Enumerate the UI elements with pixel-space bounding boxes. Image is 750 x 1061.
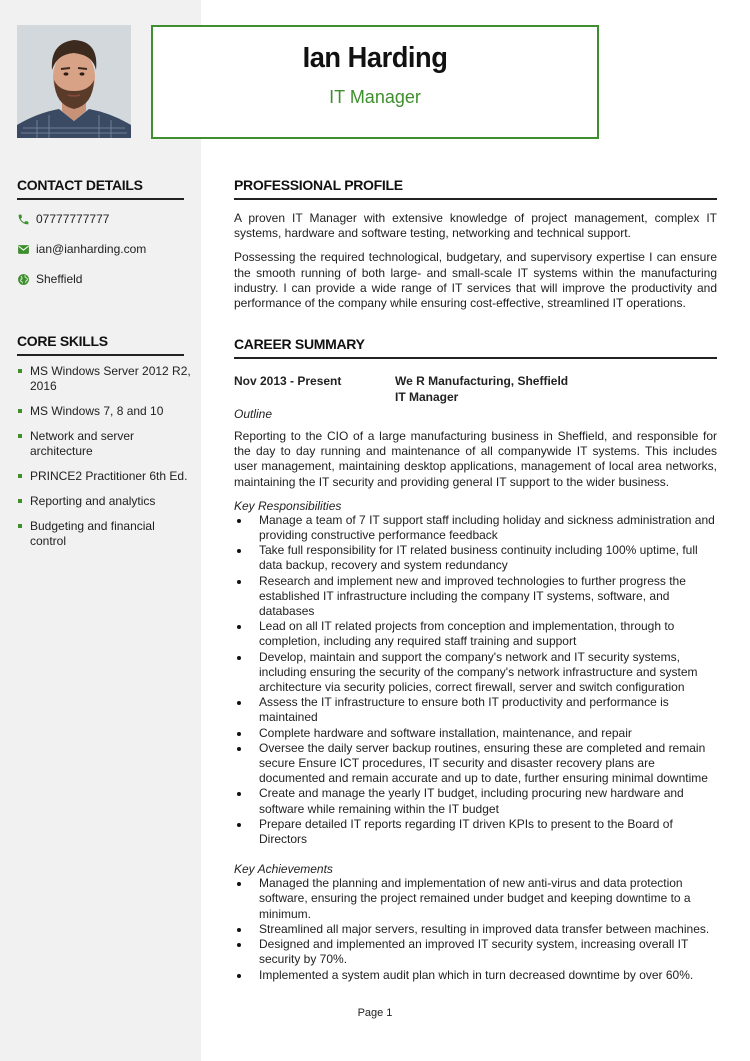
list-item: Manage a team of 7 IT support staff including holiday and sickness administration and providing constructive performance feedback: [234, 513, 717, 543]
job-role: IT Manager: [395, 389, 459, 404]
profile-paragraph: A proven IT Manager with extensive knowledge of project management, complex IT systems, hardware and software testing, networking and technical support.: [234, 211, 717, 241]
page-number: Page 1: [357, 1007, 393, 1019]
contact-email: [17, 242, 146, 256]
profile-heading: PROFESSIONAL PROFILE: [234, 177, 717, 200]
list-item: Lead on all IT related projects from conception and implementation, through to completion, including any required staff training and support: [234, 619, 717, 649]
job-dates: Nov 2013 - Present: [234, 374, 342, 388]
contact-phone: [17, 212, 109, 226]
skills-heading: CORE SKILLS: [17, 333, 184, 356]
list-item: Managed the planning and implementation of new anti-virus and data protection software, ensuring the project remained under budget and keeping downtime to a minimum.: [234, 876, 717, 922]
skill-item: Budgeting and financial control: [17, 519, 192, 549]
career-heading: CAREER SUMMARY: [234, 336, 717, 359]
list-item: Create and manage the yearly IT budget, including procuring new hardware and software while remaining within the IT budget: [234, 786, 717, 816]
phone-number[interactable]: 07777777777: [36, 212, 110, 226]
achievements-label: Key Achievements: [234, 862, 333, 877]
globe-icon: [17, 273, 30, 286]
candidate-name: Ian Harding: [302, 42, 448, 74]
contact-heading: CONTACT DETAILS: [17, 177, 184, 200]
list-item: Designed and implemented an improved IT security system, increasing overall IT security by 70%.: [234, 937, 717, 967]
profile-paragraph: Possessing the required technological, budgetary, and supervisory expertise I can ensure the smooth running of both large- and small-scale IT systems within the manufacturing industry. I can provide a wide range of IT services that will improve the productivity and performance of the company while ensuring cost-effective, streamlined IT operations.: [234, 250, 717, 311]
list-item: Develop, maintain and support the company's network and IT security systems, including ensuring the security of the company's network infrastructure and system architecture via security policies, correct firewall, server and switch configuration: [234, 650, 717, 696]
career-heading-wrap: [234, 336, 717, 359]
phone-icon: [17, 213, 30, 226]
list-item: Implemented a system audit plan which in turn decreased downtime by over 60%.: [234, 968, 717, 983]
outline-label: Outline: [234, 407, 273, 421]
list-item: Complete hardware and software installation, maintenance, and repair: [234, 726, 717, 741]
list-item: Assess the IT infrastructure to ensure both IT productivity and performance is maintained: [234, 695, 717, 725]
name-box: [151, 25, 599, 139]
contact-location: [17, 272, 82, 286]
job-company: We R Manufacturing, Sheffield: [395, 374, 569, 388]
list-item: Oversee the daily server backup routines, ensuring these are completed and remain secure Ensure ICT procedures, IT security and disaster recovery plans are documented and remain accurate and up to date, further ensuring minimal downtime: [234, 741, 717, 787]
location-text: Sheffield: [36, 272, 83, 286]
skill-item: PRINCE2 Practitioner 6th Ed.: [17, 469, 192, 484]
list-item: Prepare detailed IT reports regarding IT driven KPIs to present to the Board of Directors: [234, 817, 717, 847]
responsibilities-label: Key Responsibilities: [234, 498, 342, 513]
skill-item: MS Windows Server 2012 R2, 2016: [17, 364, 192, 394]
list-item: Research and implement new and improved technologies to further progress the established IT infrastructure including the company IT systems, software, and databases: [234, 574, 717, 620]
skill-item: MS Windows 7, 8 and 10: [17, 404, 192, 419]
achievements-list: [234, 876, 717, 982]
skill-item: Network and server architecture: [17, 429, 192, 459]
email-icon: [17, 243, 30, 256]
profile-section: [234, 177, 717, 311]
list-item: Streamlined all major servers, resulting in improved data transfer between machines.: [234, 922, 717, 937]
list-item: Take full responsibility for IT related business continuity including 100% uptime, full data backup, recovery and system redundancy: [234, 543, 717, 573]
profile-photo: [17, 25, 131, 138]
responsibilities-list: [234, 513, 717, 847]
skills-list: [17, 364, 192, 559]
outline-text: Reporting to the CIO of a large manufacturing business in Sheffield, and responsible for the day to day running and maintenance of all companywide IT systems. This includes user management, maintaining desktop applications, management of local area networks, maintaining the IT security and providing general IT support to the wider business.: [234, 429, 717, 489]
email-address[interactable]: ian@ianharding.com: [36, 242, 147, 256]
skill-item: Reporting and analytics: [17, 494, 192, 509]
job-title: IT Manager: [329, 87, 421, 107]
job-details: [234, 407, 717, 983]
